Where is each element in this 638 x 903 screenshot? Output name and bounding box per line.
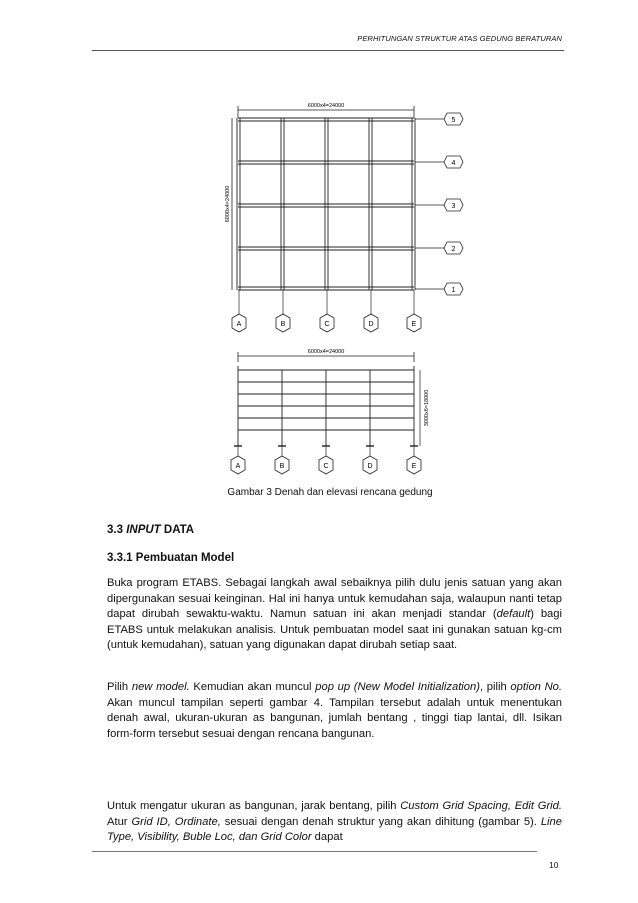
page-number: 10 [549,860,559,870]
plan-col-bubble-d [364,314,378,332]
plan-view [225,103,463,332]
subsection-heading: 3.3.1 Pembuatan Model [107,552,235,564]
elevation-view [231,349,430,474]
plan-row-bubble-2 [444,242,463,254]
plan-col-bubble-a [232,314,246,332]
footer-rule [92,851,537,852]
svg-text:2: 2 [451,246,456,253]
plan-col-leaders [239,290,414,314]
paragraph-units: Buka program ETABS. Sebagai langkah awal sebaiknya pilih dulu jenis satuan yang akan dipergunakan sesuai keinginan. Hal ini hanya untuk kemudahan saja, walaupun nanti tetap dapat dirubah sewaktu-waktu. Namun satuan ini akan menjadi standar (default) bagi ETABS untuk melakukan analisis. Untuk pembuatan model saat ini gunakan satuan kg-cm (untuk kemudahan), satuan yang digunakan dapat dirubah setiap saat. [107,577,562,651]
section-heading: 3.3 INPUT DATA [107,524,195,536]
plan-side-dim-label: 6000x4=24000 [225,185,231,223]
plan-row-leaders [415,119,446,289]
elev-col-leaders [238,446,414,456]
plan-col-bubble-e [407,314,421,332]
svg-text:5: 5 [451,117,456,124]
svg-text:E: E [411,463,417,470]
plan-row-bubble-4 [444,156,463,168]
paragraph-new-model: Pilih new model. Kemudian akan muncul pop up (New Model Initialization), pilih option No. Akan muncul tampilan seperti gambar 4. Tampilan tersebut adalah untuk menentukan denah awal, ukuran-ukuran as bangunan, jumlah bentang , tinggi tiap lantai, dll. Isikan form-form tersebut sesuai dengan rencana bangunan. [107,681,563,740]
header-title: PERHITUNGAN STRUKTUR ATAS GEDUNG BERATURAN [357,34,562,43]
svg-text:A: A [236,321,242,328]
svg-text:D: D [368,321,374,328]
svg-text:B: B [279,463,285,470]
elev-col-bubble-a [231,456,245,474]
plan-row-bubble-5 [444,113,463,125]
plan-col-bubble-c [320,314,334,332]
plan-row-bubble-3 [444,199,463,211]
svg-text:C: C [323,463,329,470]
svg-text:E: E [411,321,417,328]
svg-text:B: B [280,321,286,328]
svg-text:A: A [235,463,241,470]
elev-grid [238,366,414,446]
figure-caption: Gambar 3 Denah dan elevasi rencana gedung [227,487,433,498]
elev-top-dim-label: 6000x4=24000 [307,349,345,355]
plan-col-bubble-b [276,314,290,332]
svg-text:D: D [367,463,373,470]
elev-col-bubble-c [319,456,333,474]
elev-col-bubble-e [407,456,421,474]
paragraph-grid: Untuk mengatur ukuran as bangunan, jarak bentang, pilih Custom Grid Spacing, Edit Grid. Atur Grid ID, Ordinate, sesuai dengan denah struktur yang akan dihitung (gambar 5). Line Type, Visibility, Buble Loc, dan Grid Color dapat [107,800,562,843]
svg-text:4: 4 [451,160,456,167]
elev-side-dim-label: 3000x6=18000 [424,389,430,427]
elev-col-bubble-d [363,456,377,474]
svg-text:3: 3 [451,203,456,210]
svg-text:1: 1 [451,287,456,294]
elev-col-bubble-b [275,456,289,474]
plan-row-bubble-1 [444,283,463,295]
svg-text:C: C [324,321,330,328]
plan-top-dim-label: 6000x4=24000 [307,103,345,109]
plan-grid [237,118,415,290]
